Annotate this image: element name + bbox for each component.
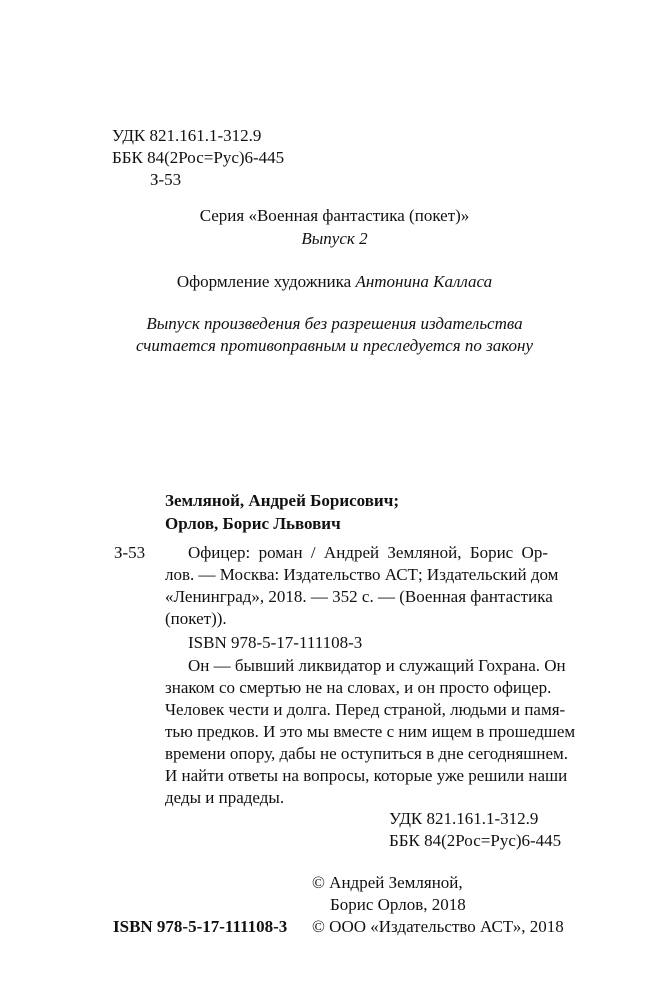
annotation-line-6: И найти ответы на вопросы, которые уже решили наши	[165, 766, 568, 785]
annotation-line-5: времени опору, дабы не оступиться в дне сегодняшнем.	[165, 744, 569, 763]
udk-top: УДК 821.161.1-312.9	[112, 126, 262, 145]
design-credit	[0, 271, 669, 293]
copyright-publisher: © ООО «Издательство АСТ», 2018	[312, 917, 564, 936]
author-1: Земляной, Андрей Борисович;	[165, 491, 399, 510]
catalog-isbn: ISBN 978-5-17-111108-3	[188, 633, 363, 652]
catalog-line-3: «Ленинград», 2018. — 352 с. — (Военная фантастика	[165, 587, 553, 606]
annotation-line-2: знаком со смертью не на словах, и он просто офицер.	[165, 678, 552, 697]
author-2: Орлов, Борис Львович	[165, 514, 341, 533]
annotation-line-4: тью предков. И это мы вместе с ним ищем в прошедшем	[165, 722, 576, 741]
catalog-mark: З-53	[114, 543, 146, 562]
udk-bottom: УДК 821.161.1-312.9	[389, 809, 539, 828]
annotation-line-1: Он — бывший ликвидатор и служащий Гохрана. Он	[188, 656, 566, 675]
isbn-bold: ISBN 978-5-17-111108-3	[113, 917, 288, 936]
author-mark-top: З-53	[150, 170, 182, 189]
series-line: Серия «Военная фантастика (покет)»	[199, 206, 470, 225]
annotation-line-3: Человек чести и долга. Перед страной, людьми и памя-	[165, 700, 566, 719]
annotation-line-7: деды и прадеды.	[165, 788, 285, 807]
notice-line-1: Выпуск произведения без разрешения издательства	[146, 314, 523, 333]
series-issue: Выпуск 2	[301, 229, 368, 248]
bbk-bottom: ББК 84(2Рос=Рус)6-445	[389, 831, 562, 850]
design-prefix: Оформление художника	[176, 272, 352, 291]
catalog-line-1: Офицер: роман / Андрей Земляной, Борис Ор-	[188, 543, 548, 562]
catalog-line-4: (покет)).	[165, 609, 227, 628]
notice-line-2: считается противоправным и преследуется по закону	[135, 336, 534, 355]
bbk-top: ББК 84(2Рос=Рус)6-445	[112, 148, 285, 167]
design-artist: Антонина Калласа	[355, 272, 493, 291]
catalog-line-2: лов. — Москва: Издательство АСТ; Издательский дом	[165, 565, 559, 584]
copyright-authors-2: Борис Орлов, 2018	[330, 895, 466, 914]
copyright-authors-1: © Андрей Земляной,	[312, 873, 463, 892]
